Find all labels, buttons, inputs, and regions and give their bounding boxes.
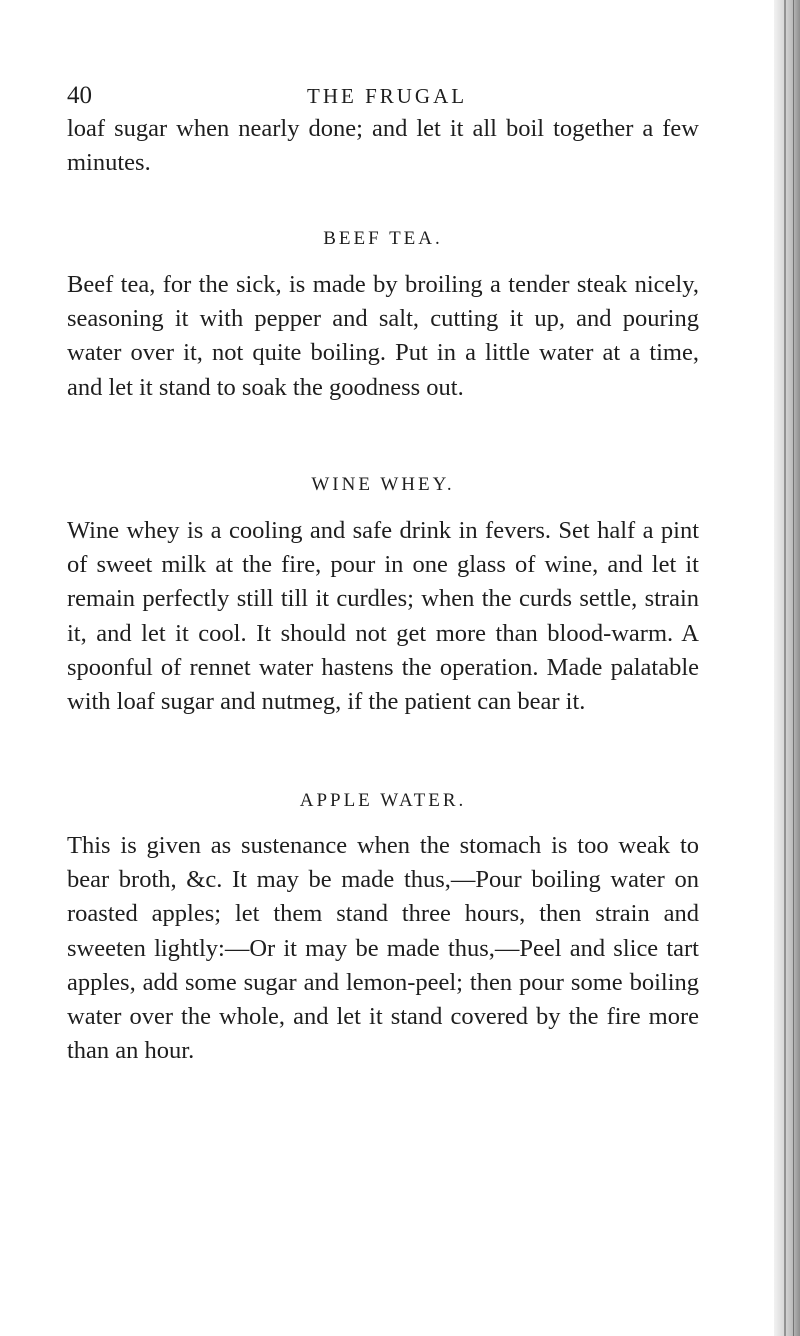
page-edge-shadow — [774, 0, 800, 1336]
page-edge-line-outer — [793, 0, 794, 1336]
section-heading-apple-water: APPLE WATER. — [299, 790, 467, 811]
continuation-paragraph: loaf sugar when nearly done; and let it all boil together a few minutes. — [67, 115, 699, 177]
section-heading-wine-whey: WINE WHEY. — [311, 474, 455, 495]
section-body-beef-tea: Beef tea, for the sick, is made by broiling a tender steak nicely, seasoning it with pepper and salt, cutting it up, and pouring water over it, not quite boiling. Put in a little water at a time, and let it stand to soak the goodness out. — [67, 271, 699, 401]
page-edge-line — [784, 0, 786, 1336]
section-body-apple-water: This is given as sustenance when the stomach is too weak to bear broth, &c. It may be made thus,—Pour boiling water on roasted apples; let them stand three hours, then strain and sweeten lightly:—Or it may be made thus,—Peel and slice tart apples, add some sugar and lemon-peel; then pour some boiling water over the whole, and let it stand covered by the fire more than an hour. — [67, 832, 699, 1065]
section-body-wine-whey: Wine whey is a cooling and safe drink in fevers. Set half a pint of sweet milk at the fire, pour in one glass of wine, and let it remain perfectly still till it curdles; when the curds settle, strain it, and let it cool. It should not get more than blood-warm. A spoonful of rennet water hastens the operation. Made palatable with loaf sugar and nutmeg, if the patient can bear it. — [67, 517, 699, 716]
section-heading-beef-tea: BEEF TEA. — [323, 228, 443, 249]
page-number: 40 — [67, 82, 92, 109]
running-head: THE FRUGAL — [307, 84, 468, 108]
